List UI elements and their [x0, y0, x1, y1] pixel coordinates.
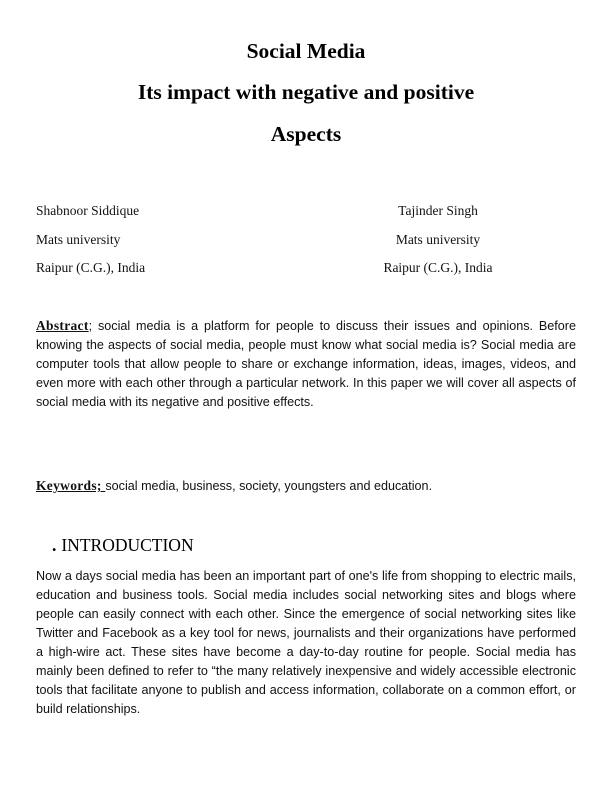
- section-heading-text: INTRODUCTION: [61, 535, 194, 555]
- keywords-paragraph: [36, 476, 576, 496]
- author-location: Raipur (C.G.), India: [36, 260, 146, 275]
- keywords-label: Keywords;: [36, 478, 106, 493]
- author-name: Shabnoor Siddique: [36, 203, 140, 218]
- author-location: Raipur (C.G.), India: [383, 260, 493, 275]
- abstract-paragraph: [36, 316, 576, 412]
- author-affiliation: Mats university: [36, 232, 121, 247]
- introduction-body: Now a days social media has been an important part of one's life from shopping to electric mails, education and business tools. Social media includes social networking sites and blogs where people can easily connect with each other. Since the emergence of social networking sites like Twitter and Facebook as a key tool for news, journalists and their organizations have performed a high-wire act. These sites have become a day-to-day routine for people. Social media has mainly been defined to refer to “the many relatively inexpensive and widely accessible electronic tools that facilitate anyone to publish and access information, collaborate on a common effort, or build relationships.: [36, 569, 576, 716]
- title-line-1: Social Media: [246, 39, 366, 63]
- section-bullet: .: [52, 535, 57, 555]
- title-line-2: Its impact with negative and positive: [137, 80, 475, 104]
- section-heading-introduction: [52, 535, 194, 555]
- author-affiliation: Mats university: [395, 232, 481, 247]
- title-line-3: Aspects: [270, 122, 342, 146]
- abstract-text: social media is a platform for people to discuss their issues and opinions. Before knowing the aspects of social media, people must know what social media is? Social media are computer tools that allow people to share or exchange information, ideas, images, videos, and even more with each other through a particular network. In this paper we will cover all aspects of social media with its negative and positive effects.: [36, 319, 576, 409]
- author-name: Tajinder Singh: [398, 203, 478, 218]
- abstract-separator: ;: [88, 319, 93, 333]
- keywords-text: social media, business, society, youngsters and education.: [105, 479, 433, 493]
- abstract-label: Abstract: [36, 318, 89, 333]
